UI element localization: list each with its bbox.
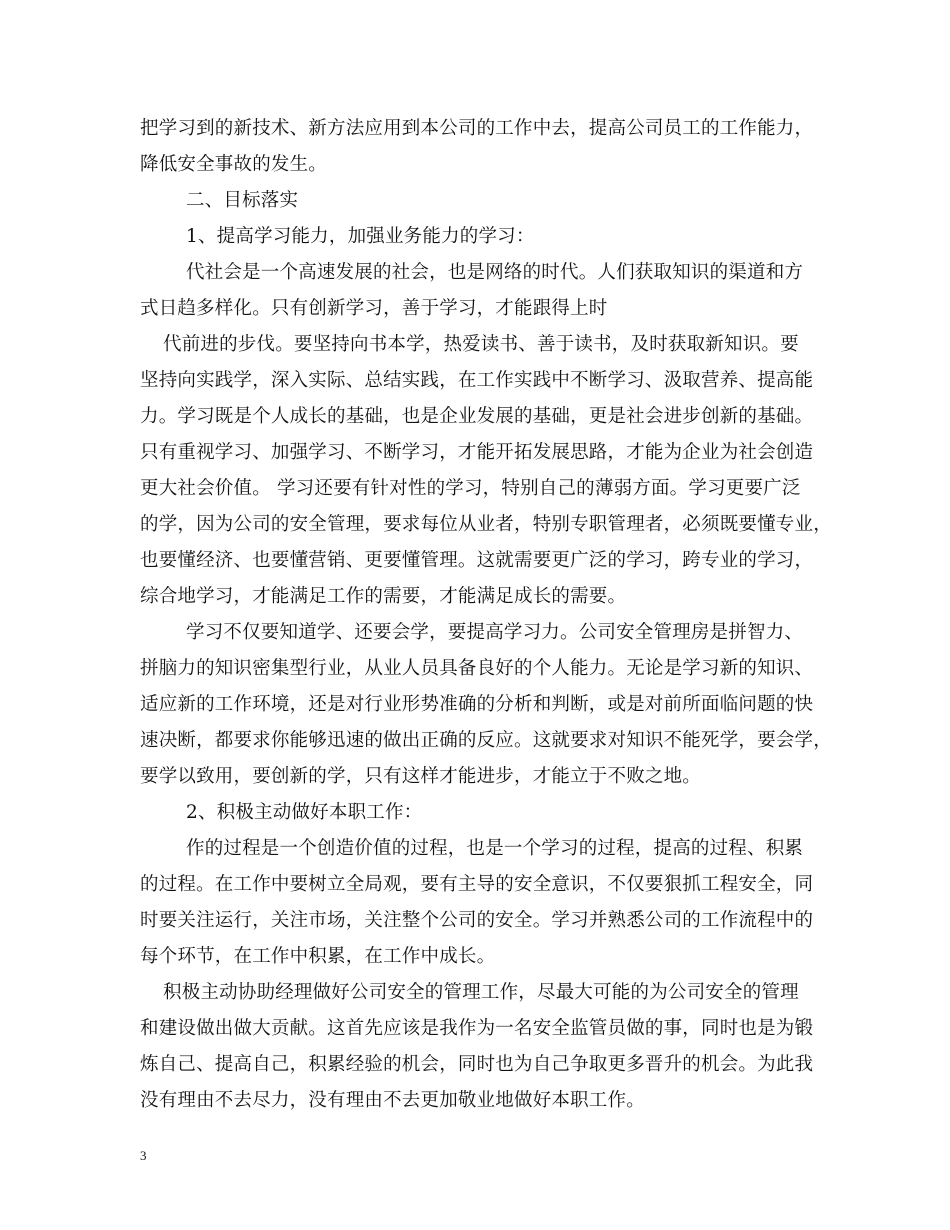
- subsection-heading: 2、积极主动做好本职工作：: [186, 802, 423, 823]
- text-line: 代前进的步伐。要坚持向书本学，热爱读书、善于读书，及时获取新知识。要: [163, 334, 799, 355]
- text-line: 降低安全事故的发生。: [140, 154, 328, 175]
- text-line: 积极主动协助经理做好公司安全的管理工作，尽最大可能的为公司安全的管理: [163, 982, 799, 1003]
- text-line: 没有理由不去尽力，没有理由不去更加敬业地做好本职工作。: [140, 1090, 645, 1111]
- text-line: 学习不仅要知道学、还要会学，要提高学习力。公司安全管理房是拼智力、: [186, 622, 804, 643]
- text-line: 要学以致用，要创新的学，只有这样才能进步，才能立于不败之地。: [140, 766, 702, 787]
- text-line: 坚持向实践学，深入实际、总结实践，在工作实践中不断学习、汲取营养、提高能: [140, 370, 814, 391]
- text-line: 只有重视学习、加强学习、不断学习，才能开拓发展思路，才能为企业为社会创造: [140, 442, 814, 463]
- text-line: 每个环节，在工作中积累，在工作中成长。: [140, 946, 496, 967]
- text-line: 的过程。在工作中要树立全局观，要有主导的安全意识，不仅要狠抓工程安全，同: [140, 874, 814, 895]
- text-line: 代社会是一个高速发展的社会，也是网络的时代。人们获取知识的渠道和方: [186, 262, 804, 283]
- text-line: 和建设做出做大贡献。这首先应该是我作为一名安全监管员做的事，同时也是为锻: [140, 1018, 814, 1039]
- text-line: 也要懂经济、也要懂营销、更要懂管理。这就需要更广泛的学习，跨专业的学习，: [140, 550, 814, 571]
- text-line: 的学，因为公司的安全管理，要求每位从业者，特别专职管理者，必须既要懂专业，: [140, 514, 832, 535]
- text-line: 适应新的工作环境，还是对行业形势准确的分析和判断，或是对前所面临问题的快: [140, 694, 814, 715]
- text-line: 速决断，都要求你能够迅速的做出正确的反应。这就要求对知识不能死学，要会学，: [140, 730, 832, 751]
- text-line: 式日趋多样化。只有创新学习，善于学习，才能跟得上时: [140, 298, 608, 319]
- text-line: 综合地学习，才能满足工作的需要，才能满足成长的需要。: [140, 586, 627, 607]
- text-line: 作的过程是一个创造价值的过程，也是一个学习的过程，提高的过程、积累: [186, 838, 804, 859]
- page-number: 3: [140, 1148, 147, 1163]
- text-line: 力。学习既是个人成长的基础，也是企业发展的基础，更是社会进步创新的基础。: [140, 406, 814, 427]
- text-line: 更大社会价值。 学习还要有针对性的学习，特别自己的薄弱方面。学习更要广泛: [140, 478, 801, 499]
- section-heading: 二、目标落实: [186, 190, 299, 211]
- text-line: 拼脑力的知识密集型行业，从业人员具备良好的个人能力。无论是学习新的知识、: [140, 658, 814, 679]
- text-line: 时要关注运行，关注市场，关注整个公司的安全。学习并熟悉公司的工作流程中的: [140, 910, 814, 931]
- subsection-heading: 1、提高学习能力，加强业务能力的学习：: [186, 226, 535, 247]
- text-line: 炼自己、提高自己，积累经验的机会，同时也为自己争取更多晋升的机会。为此我: [140, 1054, 814, 1075]
- text-line: 把学习到的新技术、新方法应用到本公司的工作中去，提高公司员工的工作能力，: [140, 118, 814, 139]
